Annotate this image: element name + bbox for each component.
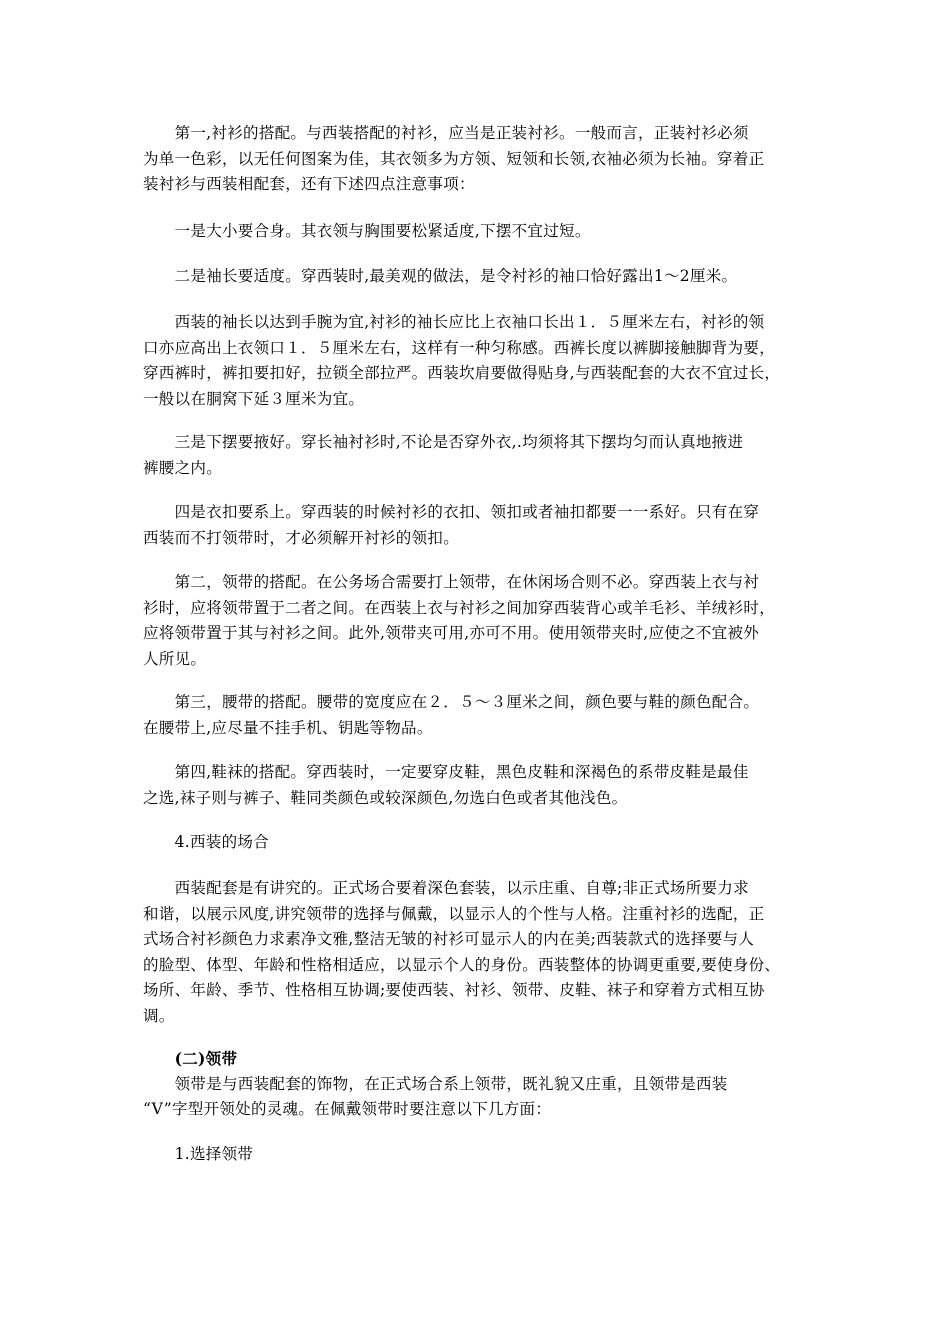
paragraph-tie-matching <box>143 570 823 672</box>
text-line: 二是袖长要适度。穿西装时,最美观的做法，是令衬衫的袖口恰好露出1～2厘米。 <box>143 267 738 285</box>
paragraph-shoes-socks <box>143 760 823 811</box>
text-line: 一是大小要合身。其衣领与胸围要松紧适度,下摆不宜过短。 <box>143 222 591 240</box>
text-line: 和谐，以展示风度,讲究领带的选择与佩戴，以显示人的个性与人格。注重衬衫的选配，正 <box>143 904 765 923</box>
paragraph-belt-matching <box>143 690 823 741</box>
text-line: 场所、年龄、季节、性格相互协调;要使西装、衬衫、领带、皮鞋、袜子和穿着方式相互协 <box>143 981 765 999</box>
text-line: 4.西装的场合 <box>143 833 269 851</box>
section-heading: (二)领带 <box>143 1049 238 1068</box>
text-line: 三是下摆要掖好。穿长袖衬衫时,不论是否穿外衣,.均须将其下摆均匀而认真地掖进 <box>143 433 744 451</box>
paragraph-tuck-hem <box>143 430 823 481</box>
text-line: 四是衣扣要系上。穿西装的时候衬衫的衣扣、领扣或者袖扣都要一一系好。只有在穿 <box>143 503 760 521</box>
paragraph-suit-occasions <box>143 876 823 1029</box>
paragraph-buttons <box>143 500 823 551</box>
text-line: 1.选择领带 <box>143 1145 254 1163</box>
text-line: 在腰带上,应尽量不挂手机、钥匙等物品。 <box>143 718 433 737</box>
text-line: 式场合衬衫颜色力求素净文雅,整洁无皱的衬衫可显示人的内在美;西装款式的选择要与人 <box>143 930 755 948</box>
text-line: 衫时，应将领带置于二者之间。在西装上衣与衬衫之间加穿西装背心或羊毛衫、羊绒衫时， <box>143 598 776 617</box>
text-line: 西装的袖长以达到手腕为宜,衬衫的袖长应比上衣袖口长出１．５厘米左右，衬衫的领 <box>143 313 765 331</box>
text-line: 第三，腰带的搭配。腰带的宽度应在２．５～３厘米之间，颜色要与鞋的颜色配合。 <box>143 693 760 711</box>
text-line: 第一,衬衫的搭配。与西装搭配的衬衫，应当是正装衬衫。一般而言，正装衬衫必须 <box>143 124 749 142</box>
paragraph-shirt-matching <box>143 121 823 198</box>
text-line: “V”字型开领处的灵魂。在佩戴领带时要注意以下几方面： <box>143 1100 552 1118</box>
text-line: 第四,鞋袜的搭配。穿西装时，一定要穿皮鞋，黑色皮鞋和深褐色的系带皮鞋是最佳 <box>143 763 749 781</box>
text-line: 人所见。 <box>143 649 207 668</box>
text-line: 第二，领带的搭配。在公务场合需要打上领带，在休闲场合则不必。穿西装上衣与衬 <box>143 573 760 591</box>
paragraph-sleeve-length <box>143 264 823 290</box>
text-line: 领带是与西装配套的饰物，在正式场合系上领带，既礼貌又庄重，且领带是西装 <box>143 1074 728 1093</box>
text-line: 口亦应高出上衣领口１．５厘米左右，这样有一种匀称感。西裤长度以裤脚接触脚背为要， <box>143 338 776 357</box>
text-line: 之选,袜子则与裤子、鞋同类颜色或较深颜色,勿选白色或者其他浅色。 <box>143 788 628 807</box>
list-item-choose-tie <box>143 1142 823 1168</box>
text-line: 西装配套是有讲究的。正式场合要着深色套装，以示庄重、自尊;非正式场所要力求 <box>143 879 749 897</box>
text-line: 穿西裤时，裤扣要扣好，拉锁全部拉严。西装坎肩要做得贴身,与西装配套的大衣不宜过长， <box>143 364 781 382</box>
paragraph-size-fit <box>143 219 823 245</box>
paragraph-suit-sleeve <box>143 310 823 412</box>
text-line: 应将领带置于其与衬衫之间。此外,领带夹可用,亦可不用。使用领带夹时,应使之不宜被外 <box>143 624 760 642</box>
section-tie <box>143 1046 823 1123</box>
text-line: 为单一色彩，以无任何图案为佳，其衣领多为方领、短领和长领,衣袖必须为长袖。穿着正 <box>143 149 765 168</box>
text-line: 调。 <box>143 1006 175 1025</box>
text-line: 一般以在胴窝下延３厘米为宜。 <box>143 389 365 408</box>
subheading-suit-occasions <box>143 830 823 856</box>
text-line: 裤腰之内。 <box>143 458 223 477</box>
text-line: 西装而不打领带时，才必须解开衬衫的领扣。 <box>143 528 460 547</box>
text-line: 的脸型、体型、年龄和性格相适应，以显示个人的身份。西装整体的协调更重要,要使身份、 <box>143 955 781 974</box>
text-line: 装衬衫与西装相配套，还有下述四点注意事项： <box>143 175 475 193</box>
